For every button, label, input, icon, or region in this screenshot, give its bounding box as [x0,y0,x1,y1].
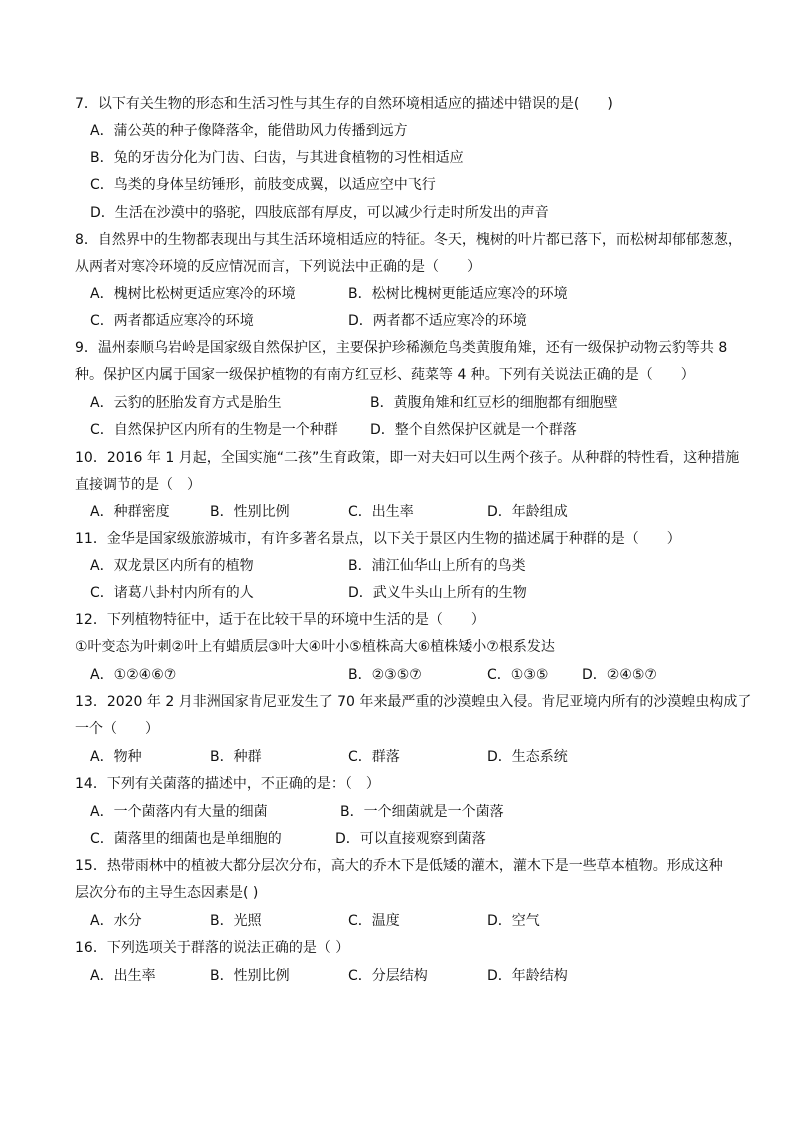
question-stem-cont: 直接调节的是（ ） [75,477,201,493]
option-b: B．种群 [210,749,262,765]
question-stem: 14．下列有关菌落的描述中，不正确的是：（ ） [75,776,380,792]
option-a: A．种群密度 [90,504,170,520]
option-c: C．群落 [348,749,400,765]
question-stem-cont: 层次分布的主导生态因素是( ) [75,885,259,901]
question-stem-cont: 种。保护区内属于国家一级保护植物的有南方红豆杉、莼菜等 4 种。下列有关说法正确的是（ ） [75,367,695,383]
option-b: B．性别比例 [210,504,290,520]
question-stem: 16．下列选项关于群落的说法正确的是（ ） [75,940,350,956]
question-stem: 11．金华是国家级旅游城市，有许多著名景点，以下关于景区内生物的描述属于种群的是（ ） [75,531,681,547]
option-a: A．蒲公英的种子像降落伞，能借助风力传播到远方 [90,123,408,139]
option-b: B．光照 [210,913,262,929]
option-d: D．生态系统 [487,749,568,765]
option-d: D．可以直接观察到菌落 [335,831,486,847]
question-stem-cont: ①叶变态为叶刺②叶上有蜡质层③叶大④叶小⑤植株高大⑥植株矮小⑦根系发达 [75,639,555,655]
question-stem: 13．2020 年 2 月非洲国家肯尼亚发生了 70 年来最严重的沙漠蝗虫入侵。肯尼亚境内所有的沙漠蝗虫构成了 [75,694,752,710]
option-c: C．分层结构 [348,968,428,984]
question-stem: 10．2016 年 1 月起，全国实施“二孩”生育政策，即一对夫妇可以生两个孩子。从种群的特性看，这种措施 [75,450,740,466]
option-a: A．①②④⑥⑦ [90,667,177,683]
option-d: D．整个自然保护区就是一个群落 [370,422,577,438]
option-d: D．武义牛头山上所有的生物 [348,585,527,601]
option-b: B．兔的牙齿分化为门齿、臼齿，与其进食植物的习性相适应 [90,150,464,166]
option-c: C．两者都适应寒冷的环境 [90,313,254,329]
option-a: A．双龙景区内所有的植物 [90,558,254,574]
option-c: C．菌落里的细菌也是单细胞的 [90,831,282,847]
option-b: B．性别比例 [210,968,290,984]
option-b: B．黄腹角雉和红豆杉的细胞都有细胞壁 [370,395,618,411]
option-d: D．空气 [487,913,540,929]
option-d: D．两者都不适应寒冷的环境 [348,313,527,329]
option-b: B．②③⑤⑦ [348,667,422,683]
option-a: A．槐树比松树更适应寒冷的环境 [90,286,296,302]
option-b: B．松树比槐树更能适应寒冷的环境 [348,286,568,302]
option-a: A．物种 [90,749,142,765]
question-stem: 9．温州泰顺乌岩岭是国家级自然保护区，主要保护珍稀濒危鸟类黄腹角雉，还有一级保护动物云豹等共 8 [75,340,728,356]
option-c: C．自然保护区内所有的生物是一个种群 [90,422,338,438]
option-d: D．年龄结构 [487,968,568,984]
option-a: A．一个菌落内有大量的细菌 [90,804,268,820]
option-b: B．浦江仙华山上所有的鸟类 [348,558,526,574]
option-c: C．出生率 [348,504,414,520]
option-d: D．②④⑤⑦ [582,667,657,683]
option-c: C．鸟类的身体呈纺锤形，前肢变成翼，以适应空中飞行 [90,177,436,193]
option-b: B．一个细菌就是一个菌落 [340,804,504,820]
option-c: C．①③⑤ [487,667,549,683]
question-stem: 7．以下有关生物的形态和生活习性与其生存的自然环境相适应的描述中错误的是( ) [75,96,613,112]
option-d: D．生活在沙漠中的骆驼，四肢底部有厚皮，可以减少行走时所发出的声音 [90,205,549,221]
option-c: C．诸葛八卦村内所有的人 [90,585,254,601]
question-stem: 12．下列植物特征中，适于在比较干旱的环境中生活的是（ ） [75,612,485,628]
option-d: D．年龄组成 [487,504,568,520]
option-a: A．水分 [90,913,142,929]
question-stem: 15．热带雨林中的植被大都分层次分布，高大的乔木下是低矮的灌木，灌木下是一些草本植物。形成这种 [75,858,723,874]
question-stem-cont: 从两者对寒冷环境的反应情况而言，下列说法中正确的是（ ） [75,259,481,275]
question-stem-cont: 一个（ ） [75,721,159,737]
question-stem: 8．自然界中的生物都表现出与其生活环境相适应的特征。冬天，槐树的叶片都已落下，而松树却郁郁葱葱， [75,232,742,248]
option-c: C．温度 [348,913,400,929]
option-a: A．出生率 [90,968,156,984]
option-a: A．云豹的胚胎发育方式是胎生 [90,395,282,411]
